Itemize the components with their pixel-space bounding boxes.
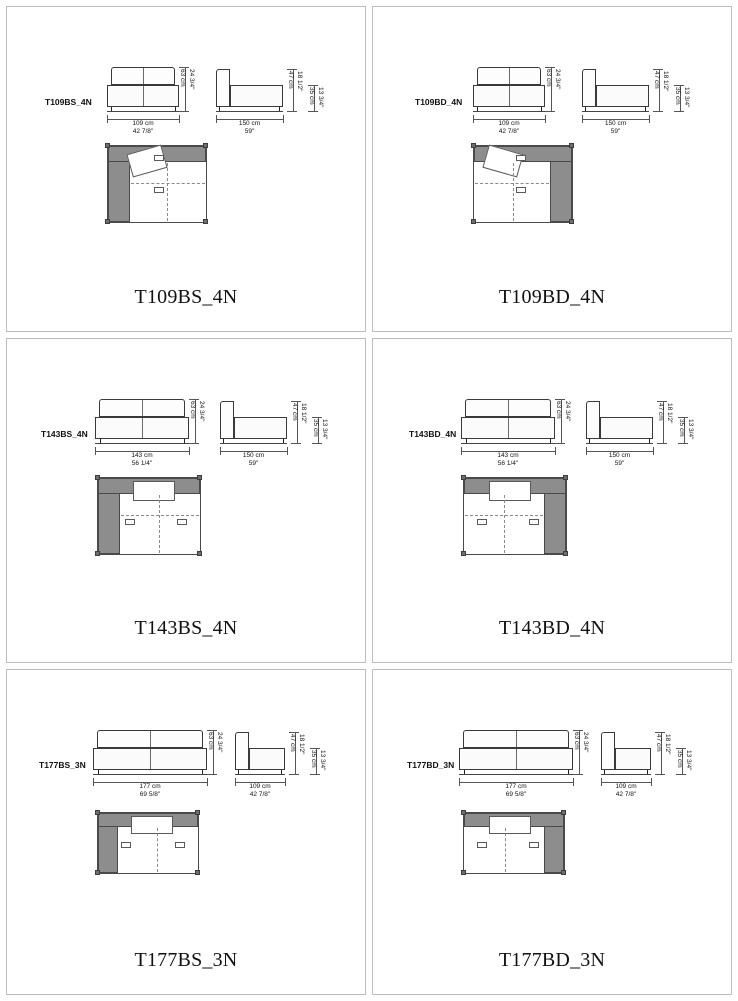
side-seatheight-tick-bottom xyxy=(674,111,684,112)
front-height-tick-top xyxy=(179,67,189,68)
side-seatheight-tick-bottom xyxy=(310,774,320,775)
plan-detail-b xyxy=(529,519,539,525)
plan-foot-bl xyxy=(105,219,110,224)
plan-foot-tr xyxy=(563,475,568,480)
side-backheight-tick-bottom xyxy=(657,443,667,444)
front-height-tick-bottom xyxy=(189,443,199,444)
side-backheight-tick-bottom xyxy=(655,774,665,775)
model-code-label: T109BD_4N xyxy=(415,97,463,107)
side-seatheight-tick-bottom xyxy=(678,443,688,444)
plan-detail-b xyxy=(177,519,187,525)
plan-cushion xyxy=(133,481,175,501)
plan-seat-divider-h xyxy=(475,183,549,184)
technical-drawing xyxy=(373,339,731,571)
technical-drawing xyxy=(373,7,731,239)
side-backheight-in: 18 1/2" xyxy=(664,734,672,755)
drawing-cell-t109bs-4n xyxy=(6,6,366,332)
model-caption: T109BD_4N xyxy=(498,285,606,308)
front-height-tick-top xyxy=(207,730,217,731)
front-floor-line xyxy=(461,443,555,444)
front-seat-divider xyxy=(509,86,510,106)
plan-detail-b xyxy=(529,842,539,848)
front-height-cm: 63 cm xyxy=(545,69,553,87)
front-width-tick-right xyxy=(179,115,180,123)
side-backheight-tick-top xyxy=(289,732,299,733)
side-seatheight-tick-top xyxy=(312,417,322,418)
plan-detail-b xyxy=(516,187,526,193)
plan-seat-divider-h xyxy=(131,183,205,184)
front-width-tick-right xyxy=(555,447,556,455)
front-height-in: 24 3/4" xyxy=(564,400,572,422)
plan-foot-tr xyxy=(561,810,566,815)
plan-detail-b xyxy=(175,842,185,848)
front-cushion-divider xyxy=(142,400,143,416)
side-seatheight-cm: 35 cm xyxy=(674,87,682,105)
front-width-tick-right xyxy=(545,115,546,123)
side-depth-in: 59" xyxy=(610,128,621,135)
side-backheight-tick-top xyxy=(655,732,665,733)
plan-detail-a xyxy=(516,155,526,161)
side-seatheight-tick-bottom xyxy=(312,443,322,444)
plan-foot-tr xyxy=(569,143,574,148)
model-code-label: T177BD_3N xyxy=(407,760,455,771)
front-floor-line xyxy=(95,443,189,444)
front-cushion-divider xyxy=(516,731,517,747)
side-seatheight-tick-top xyxy=(678,417,688,418)
front-floor-line xyxy=(459,774,573,775)
front-width-cm: 109 cm xyxy=(132,120,154,127)
plan-foot-bl xyxy=(461,551,466,556)
front-cushion-divider xyxy=(143,68,144,84)
front-cushion-divider xyxy=(508,400,509,416)
front-seat-divider xyxy=(516,749,517,769)
side-backheight-tick-top xyxy=(657,401,667,402)
plan-cushion xyxy=(489,816,531,834)
plan-seat-divider-h xyxy=(121,515,199,516)
drawing-cell-t143bs-4n xyxy=(6,338,366,664)
front-height-cm: 63 cm xyxy=(179,69,187,87)
model-code-label: T143BS_4N xyxy=(41,428,88,439)
side-depth-in: 59" xyxy=(248,459,259,467)
side-seatheight-tick-top xyxy=(676,748,686,749)
front-width-in: 56 1/4" xyxy=(497,459,519,467)
side-backheight-tick-bottom xyxy=(289,774,299,775)
plan-foot-tl xyxy=(471,143,476,148)
plan-foot-tl xyxy=(95,475,100,480)
plan-detail-a xyxy=(125,519,135,525)
side-seatheight-in: 13 3/4" xyxy=(685,750,693,771)
side-depth-cm: 150 cm xyxy=(238,120,261,127)
side-backrest xyxy=(601,732,615,770)
plan-seat-divider-v xyxy=(157,828,158,872)
front-height-tick-top xyxy=(573,730,583,731)
plan-foot-tl xyxy=(461,475,466,480)
side-seatheight-cm: 35 cm xyxy=(678,418,686,437)
side-seat xyxy=(249,748,285,770)
side-backrest xyxy=(216,69,230,107)
side-seat xyxy=(596,85,649,107)
side-depth-tick-right xyxy=(649,115,650,123)
front-floor-line xyxy=(473,111,545,112)
front-height-tick-bottom xyxy=(555,443,565,444)
side-backheight-cm: 47 cm xyxy=(289,734,297,753)
model-caption: T177BS_3N xyxy=(134,948,238,971)
plan-foot-tl xyxy=(461,810,466,815)
side-backheight-cm: 47 cm xyxy=(653,71,661,89)
side-backheight-in: 18 1/2" xyxy=(662,71,670,92)
model-code-label: T109BS_4N xyxy=(45,97,92,107)
front-width-tick-right xyxy=(189,447,190,455)
plan-foot-br xyxy=(195,870,200,875)
side-depth-in: 42 7/8" xyxy=(249,791,271,799)
side-seatheight-tick-bottom xyxy=(308,111,318,112)
plan-foot-br xyxy=(197,551,202,556)
drawing-cell-t177bs-3n xyxy=(6,669,366,995)
front-width-cm: 177 cm xyxy=(139,783,161,791)
drawing-cell-t177bd-3n xyxy=(372,669,732,995)
model-code-label: T143BD_4N xyxy=(409,428,457,439)
front-height-tick-bottom xyxy=(573,774,583,775)
side-backheight-tick-top xyxy=(291,401,301,402)
front-width-tick-right xyxy=(573,778,574,786)
side-depth-cm: 109 cm xyxy=(249,783,271,791)
side-depth-in: 59" xyxy=(614,459,625,467)
front-seat-divider xyxy=(508,418,509,438)
side-floor-line xyxy=(582,111,649,112)
plan-cushion xyxy=(489,481,531,501)
side-backheight-cm: 47 cm xyxy=(657,402,665,421)
front-height-tick-top xyxy=(189,399,199,400)
side-depth-tick-right xyxy=(283,115,284,123)
plan-foot-tr xyxy=(203,143,208,148)
plan-foot-br xyxy=(569,219,574,224)
side-backheight-in: 18 1/2" xyxy=(666,402,674,424)
plan-seat-divider-v xyxy=(159,495,160,553)
front-height-in: 24 3/4" xyxy=(582,732,590,753)
side-depth-in: 42 7/8" xyxy=(615,791,637,799)
plan-seat-divider-v xyxy=(513,163,514,221)
side-seatheight-cm: 35 cm xyxy=(312,418,320,437)
front-seat-divider xyxy=(143,86,144,106)
front-seat-divider xyxy=(150,749,151,769)
technical-drawing xyxy=(7,7,365,239)
plan-foot-tr xyxy=(197,475,202,480)
plan-foot-tl xyxy=(105,143,110,148)
technical-drawing xyxy=(7,339,365,571)
side-seatheight-tick-bottom xyxy=(676,774,686,775)
front-height-cm: 63 cm xyxy=(573,732,581,751)
front-height-tick-bottom xyxy=(179,111,189,112)
model-caption: T177BD_3N xyxy=(498,948,606,971)
plan-detail-a xyxy=(477,842,487,848)
front-height-tick-bottom xyxy=(545,111,555,112)
front-cushion-divider xyxy=(509,68,510,84)
side-seatheight-in: 13 3/4" xyxy=(317,87,325,108)
model-code-label: T177BS_3N xyxy=(39,760,86,771)
model-caption: T143BS_4N xyxy=(134,617,238,640)
plan-seat-divider-v xyxy=(505,828,506,872)
side-seatheight-cm: 35 cm xyxy=(308,87,316,105)
model-caption: T143BD_4N xyxy=(498,617,606,640)
side-seatheight-in: 13 3/4" xyxy=(319,750,327,771)
plan-foot-tl xyxy=(95,810,100,815)
side-backrest xyxy=(586,401,600,439)
side-seatheight-in: 13 3/4" xyxy=(687,418,695,440)
front-height-cm: 63 cm xyxy=(207,732,215,751)
side-seat xyxy=(615,748,651,770)
front-width-cm: 143 cm xyxy=(131,451,153,459)
side-backheight-tick-bottom xyxy=(291,443,301,444)
front-cushion-divider xyxy=(150,731,151,747)
front-floor-line xyxy=(93,774,207,775)
side-backheight-in: 18 1/2" xyxy=(296,71,304,92)
plan-foot-br xyxy=(561,870,566,875)
side-seatheight-in: 13 3/4" xyxy=(683,87,691,108)
plan-foot-bl xyxy=(471,219,476,224)
front-width-in: 42 7/8" xyxy=(498,128,520,135)
front-width-tick-right xyxy=(207,778,208,786)
model-caption: T109BS_4N xyxy=(134,285,238,308)
side-seat xyxy=(234,417,287,439)
side-floor-line xyxy=(601,774,651,775)
side-backrest xyxy=(220,401,234,439)
side-floor-line xyxy=(216,111,283,112)
front-width-in: 69 5/8" xyxy=(505,791,527,799)
drawing-cell-t109bd-4n xyxy=(372,6,732,332)
side-depth-cm: 150 cm xyxy=(608,451,631,459)
side-backheight-cm: 47 cm xyxy=(655,734,663,753)
side-depth-cm: 150 cm xyxy=(604,120,627,127)
plan-foot-bl xyxy=(95,551,100,556)
side-seatheight-tick-top xyxy=(310,748,320,749)
plan-seat-divider-v xyxy=(167,163,168,221)
plan-detail-b xyxy=(154,187,164,193)
front-height-in: 24 3/4" xyxy=(188,69,196,90)
side-seatheight-in: 13 3/4" xyxy=(321,418,329,440)
front-width-in: 56 1/4" xyxy=(131,459,153,467)
front-width-cm: 109 cm xyxy=(498,120,520,127)
front-floor-line xyxy=(107,111,179,112)
plan-foot-bl xyxy=(95,870,100,875)
side-floor-line xyxy=(235,774,285,775)
side-seat xyxy=(600,417,653,439)
plan-seat-divider-v xyxy=(504,495,505,553)
side-depth-in: 59" xyxy=(244,128,255,135)
front-height-in: 24 3/4" xyxy=(554,69,562,90)
side-seatheight-tick-top xyxy=(674,85,684,86)
plan-detail-a xyxy=(154,155,164,161)
front-seat-divider xyxy=(142,418,143,438)
side-seatheight-tick-top xyxy=(308,85,318,86)
plan-foot-bl xyxy=(461,870,466,875)
side-floor-line xyxy=(586,443,653,444)
plan-foot-tr xyxy=(195,810,200,815)
side-depth-cm: 150 cm xyxy=(242,451,265,459)
technical-drawing xyxy=(373,670,731,902)
side-depth-tick-right xyxy=(653,447,654,455)
plan-foot-br xyxy=(563,551,568,556)
front-height-tick-bottom xyxy=(207,774,217,775)
side-depth-tick-right xyxy=(287,447,288,455)
side-backheight-tick-top xyxy=(287,69,297,70)
front-width-in: 69 5/8" xyxy=(139,791,161,799)
side-backheight-in: 18 1/2" xyxy=(298,734,306,755)
plan-cushion xyxy=(131,816,173,834)
plan-detail-a xyxy=(477,519,487,525)
front-height-cm: 63 cm xyxy=(555,400,563,419)
plan-detail-a xyxy=(121,842,131,848)
side-backheight-tick-bottom xyxy=(287,111,297,112)
side-backheight-tick-top xyxy=(653,69,663,70)
side-seatheight-cm: 35 cm xyxy=(310,750,318,769)
side-backrest xyxy=(582,69,596,107)
drawing-cell-t143bd-4n xyxy=(372,338,732,664)
side-seatheight-cm: 35 cm xyxy=(676,750,684,769)
front-height-tick-top xyxy=(555,399,565,400)
side-backheight-cm: 47 cm xyxy=(287,71,295,89)
side-floor-line xyxy=(220,443,287,444)
side-depth-cm: 109 cm xyxy=(615,783,637,791)
front-height-in: 24 3/4" xyxy=(198,400,206,422)
technical-drawing xyxy=(7,670,365,902)
front-width-cm: 177 cm xyxy=(505,783,527,791)
front-height-in: 24 3/4" xyxy=(216,732,224,753)
front-height-cm: 63 cm xyxy=(189,400,197,419)
plan-foot-br xyxy=(203,219,208,224)
side-seat xyxy=(230,85,283,107)
front-width-cm: 143 cm xyxy=(497,451,519,459)
front-height-tick-top xyxy=(545,67,555,68)
side-backrest xyxy=(235,732,249,770)
side-backheight-in: 18 1/2" xyxy=(300,402,308,424)
side-backheight-tick-bottom xyxy=(653,111,663,112)
front-width-in: 42 7/8" xyxy=(132,128,154,135)
side-backheight-cm: 47 cm xyxy=(291,402,299,421)
